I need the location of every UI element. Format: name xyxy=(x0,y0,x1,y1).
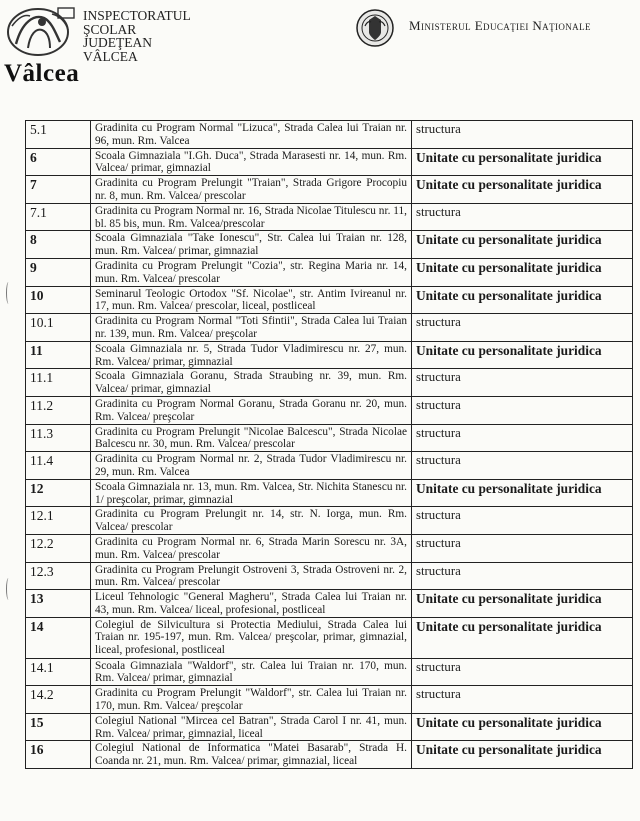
ministry-name: Ministerul Educaţiei Naţionale xyxy=(409,18,591,33)
unit-description: Colegiul National de Informatica "Matei Basarab", Strada H. Coanda nr. 21, mun. Rm. Valcea/ primar, gimnazial, liceal xyxy=(91,741,412,769)
unit-description: Gradinita cu Program Normal "Lizuca", Strada Calea lui Traian nr. 96, mun. Rm. Valcea xyxy=(91,121,412,149)
table-row xyxy=(26,479,633,507)
institution-line: ŞCOLAR xyxy=(83,21,137,37)
unit-number: 14.1 xyxy=(26,658,91,686)
scan-mark xyxy=(6,578,11,600)
unit-number: 10.1 xyxy=(26,314,91,342)
table-row xyxy=(26,148,633,176)
school-units-table xyxy=(25,120,633,769)
table-row xyxy=(26,176,633,204)
unit-description: Gradinita cu Program Prelungit "Traian", Strada Grigore Procopiu nr. 8, mun. Rm. Valcea/ prescolar xyxy=(91,176,412,204)
unit-number: 11.1 xyxy=(26,369,91,397)
table-row xyxy=(26,203,633,231)
unit-status: structura xyxy=(412,507,633,535)
unit-number: 13 xyxy=(26,590,91,618)
unit-description: Gradinita cu Program Normal nr. 2, Strada Tudor Vladimirescu nr. 29, mun. Rm. Valcea xyxy=(91,452,412,480)
unit-status: structura xyxy=(412,686,633,714)
scan-mark xyxy=(6,282,11,304)
unit-number: 14.2 xyxy=(26,686,91,714)
unit-description: Scoala Gimnaziala nr. 5, Strada Tudor Vladimirescu nr. 27, mun. Rm. Valcea/ primar, gimnazial xyxy=(91,341,412,369)
unit-status: Unitate cu personalitate juridica xyxy=(412,590,633,618)
table-row xyxy=(26,396,633,424)
isj-logo-icon xyxy=(4,4,80,62)
unit-description: Gradinita cu Program Normal Goranu, Strada Goranu nr. 20, mun. Rm. Valcea/ preşcolar xyxy=(91,396,412,424)
unit-number: 12.1 xyxy=(26,507,91,535)
table-row xyxy=(26,562,633,590)
unit-status: structura xyxy=(412,424,633,452)
unit-description: Scoala Gimnaziala "Take Ionescu", Str. Calea lui Traian nr. 128, mun. Rm. Valcea/ primar, gimnazial xyxy=(91,231,412,259)
unit-status: structura xyxy=(412,369,633,397)
table-row xyxy=(26,424,633,452)
institution-name xyxy=(83,9,191,63)
unit-status: structura xyxy=(412,203,633,231)
institution-line: VÂLCEA xyxy=(83,48,138,64)
unit-status: structura xyxy=(412,314,633,342)
unit-status: Unitate cu personalitate juridica xyxy=(412,148,633,176)
unit-number: 16 xyxy=(26,741,91,769)
unit-description: Liceul Tehnologic "General Magheru", Strada Calea lui Traian nr. 43, mun. Rm. Valcea/ liceal, profesional, postliceal xyxy=(91,590,412,618)
unit-number: 5.1 xyxy=(26,121,91,149)
unit-status: structura xyxy=(412,562,633,590)
table-row xyxy=(26,258,633,286)
table-row xyxy=(26,658,633,686)
unit-description: Gradinita cu Program Prelungit Ostroveni 3, Strada Ostroveni nr. 2, mun. Rm. Valcea/ prescolar xyxy=(91,562,412,590)
document-header xyxy=(0,0,640,110)
unit-status: Unitate cu personalitate juridica xyxy=(412,713,633,741)
unit-status: Unitate cu personalitate juridica xyxy=(412,258,633,286)
unit-description: Gradinita cu Program Normal nr. 16, Strada Nicolae Titulescu nr. 11, bl. 85 bis, mun. Rm. Valcea/prescolar xyxy=(91,203,412,231)
unit-description: Scoala Gimnaziala "I.Gh. Duca", Strada Marasesti nr. 14, mun. Rm. Valcea/ primar, gimnazial xyxy=(91,148,412,176)
table-row xyxy=(26,341,633,369)
institution-line: INSPECTORATUL xyxy=(83,8,191,23)
unit-number: 7 xyxy=(26,176,91,204)
unit-description: Scoala Gimnaziala Goranu, Strada Straubing nr. 39, mun. Rm. Valcea/ primar, gimnazial xyxy=(91,369,412,397)
table-row xyxy=(26,507,633,535)
unit-number: 14 xyxy=(26,617,91,658)
unit-status: structura xyxy=(412,658,633,686)
table-row xyxy=(26,686,633,714)
unit-number: 6 xyxy=(26,148,91,176)
unit-number: 15 xyxy=(26,713,91,741)
unit-number: 10 xyxy=(26,286,91,314)
table-row xyxy=(26,121,633,149)
table-row xyxy=(26,452,633,480)
unit-status: Unitate cu personalitate juridica xyxy=(412,231,633,259)
unit-number: 12 xyxy=(26,479,91,507)
unit-number: 7.1 xyxy=(26,203,91,231)
unit-status: Unitate cu personalitate juridica xyxy=(412,741,633,769)
table-row xyxy=(26,534,633,562)
unit-description: Gradinita cu Program Prelungit "Cozia", str. Regina Maria nr. 14, mun. Rm. Valcea/ prescolar xyxy=(91,258,412,286)
unit-number: 12.2 xyxy=(26,534,91,562)
unit-description: Gradinita cu Program Prelungit "Nicolae Balcescu", Strada Nicolae Balcescu nr. 30, mun. Rm. Valcea/ prescolar xyxy=(91,424,412,452)
unit-description: Gradinita cu Program Normal nr. 6, Strada Marin Sorescu nr. 3A, mun. Rm. Valcea/ prescolar xyxy=(91,534,412,562)
table-row xyxy=(26,741,633,769)
government-crest-icon xyxy=(351,8,399,48)
institution-line: JUDEŢEAN xyxy=(83,35,152,51)
table-row xyxy=(26,617,633,658)
unit-description: Scoala Gimnaziala "Waldorf", str. Calea lui Traian nr. 170, mun. Rm. Valcea/ primar, gimnazial xyxy=(91,658,412,686)
unit-number: 11.2 xyxy=(26,396,91,424)
county-name: Vâlcea xyxy=(4,60,80,87)
unit-status: Unitate cu personalitate juridica xyxy=(412,286,633,314)
unit-description: Gradinita cu Program Prelungit nr. 14, str. N. Iorga, mun. Rm. Valcea/ prescolar xyxy=(91,507,412,535)
unit-description: Gradinita cu Program Normal "Toti Sfintii", Strada Calea lui Traian nr. 139, mun. Rm. Valcea/ preşcolar xyxy=(91,314,412,342)
unit-description: Colegiul de Silvicultura si Protectia Mediului, Strada Calea lui Traian nr. 195-197, mun. Rm. Valcea/ preşcolar, primar, gimnazial, liceal, profesional, postliceal xyxy=(91,617,412,658)
unit-description: Seminarul Teologic Ortodox "Sf. Nicolae", str. Antim Ivireanul nr. 17, mun. Rm. Valcea/ prescolar, liceal, postliceal xyxy=(91,286,412,314)
unit-status: Unitate cu personalitate juridica xyxy=(412,341,633,369)
table-row xyxy=(26,713,633,741)
table-row xyxy=(26,231,633,259)
unit-status: Unitate cu personalitate juridica xyxy=(412,479,633,507)
unit-status: structura xyxy=(412,452,633,480)
unit-number: 8 xyxy=(26,231,91,259)
unit-number: 9 xyxy=(26,258,91,286)
unit-status: Unitate cu personalitate juridica xyxy=(412,617,633,658)
table-row xyxy=(26,369,633,397)
unit-number: 12.3 xyxy=(26,562,91,590)
table-row xyxy=(26,286,633,314)
unit-status: Unitate cu personalitate juridica xyxy=(412,176,633,204)
unit-status: structura xyxy=(412,534,633,562)
unit-status: structura xyxy=(412,121,633,149)
unit-description: Scoala Gimnaziala nr. 13, mun. Rm. Valcea, Str. Nichita Stanescu nr. 1/ preşcolar, primar, gimnazial xyxy=(91,479,412,507)
unit-status: structura xyxy=(412,396,633,424)
unit-number: 11 xyxy=(26,341,91,369)
table-row xyxy=(26,590,633,618)
unit-number: 11.3 xyxy=(26,424,91,452)
unit-number: 11.4 xyxy=(26,452,91,480)
unit-description: Colegiul National "Mircea cel Batran", Strada Carol I nr. 41, mun. Rm. Valcea/ primar, gimnazial, liceal xyxy=(91,713,412,741)
unit-description: Gradinita cu Program Prelungit "Waldorf", str. Calea lui Traian nr. 170, mun. Rm. Valcea/ preşcolar xyxy=(91,686,412,714)
table-row xyxy=(26,314,633,342)
